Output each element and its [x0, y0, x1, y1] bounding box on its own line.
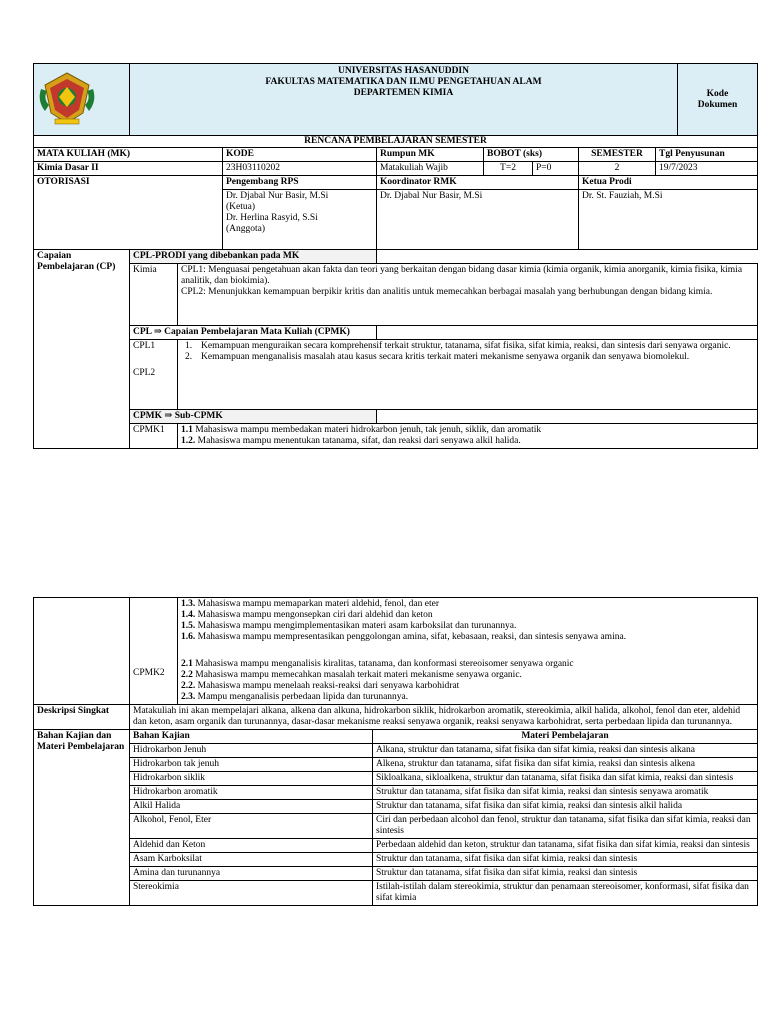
cpmk-cont-table	[33, 597, 758, 705]
cpmk2-code: CPMK2	[130, 644, 178, 704]
sub-cpmk-number: 2.1	[181, 658, 193, 669]
sub-cpmk-text: Mahasiswa mampu menelaah reaksi-reaksi dari senyawa karbohidrat	[195, 680, 460, 691]
materi-cell: Sikloalkana, sikloalkena, struktur dan tatanama, sifat fisika dan sifat kimia, reaksi dan sintesis	[373, 771, 758, 785]
cpmk-title: CPL ⇒ Capaian Pembelajaran Mata Kuliah (CPMK)	[130, 326, 377, 340]
sub1-cont-list	[181, 599, 754, 643]
bahan-cell: Stereokimia	[130, 880, 373, 905]
pengembang-label: Pengembang RPS	[223, 176, 377, 190]
materi-cell: Ciri dan perbedaan alcohol dan fenol, struktur dan tatanama, sifat fisika dan sifat kimia, reaksi dan sintesis	[373, 813, 758, 838]
table-row	[34, 866, 758, 880]
cpl2-code: CPL2	[133, 368, 156, 378]
table-row	[34, 880, 758, 905]
faculty-name: FAKULTAS MATEMATIKA DAN ILMU PENGETAHUAN ALAM	[265, 77, 542, 87]
pengembang-2: Dr. Herlina Rasyid, S.Si (Anggota)	[226, 213, 318, 234]
materi-cell: Struktur dan tatanama, sifat fisika dan sifat kimia, reaksi dan sintesis senyawa aromatik	[373, 785, 758, 799]
cpmk-item	[181, 341, 754, 352]
cpmk1-code: CPMK1	[130, 424, 178, 449]
sub-cpmk-number: 1.4.	[181, 610, 196, 620]
university-name: UNIVERSITAS HASANUDDIN	[337, 66, 469, 76]
cpl2-text: CPL2: Menunjukkan kemampuan berpikir kritis dan analitis untuk memecahkan berbagai masalah yang berhubungan dengan bidang kimia.	[181, 287, 713, 297]
cpmk-item-text: Kemampuan menganalisis masalah atau kasus secara kritis terkait materi mekanisme senyawa organik dan senyawa biomolekul.	[201, 352, 690, 362]
sub1-cont-cell	[178, 598, 758, 645]
cpmk-item-number: 1.	[185, 341, 193, 351]
doc-code-label: Kode Dokumen	[697, 88, 738, 110]
materi-header: Materi Pembelajaran	[373, 729, 758, 743]
rps-title: RENCANA PEMBELAJARAN SEMESTER	[34, 136, 758, 148]
sub1-cell	[178, 424, 758, 449]
koordinator-label: Koordinator RMK	[377, 176, 579, 190]
course-date: 19/7/2023	[656, 162, 758, 176]
bahan-header: Bahan Kajian	[130, 729, 373, 743]
sub-cpmk-item	[181, 610, 754, 621]
cpmk-item	[181, 352, 754, 363]
bahan-cell: Hidrokarbon aromatik	[130, 785, 373, 799]
sub-cpmk-item	[181, 599, 754, 610]
materi-cell: Istilah-istilah dalam stereokimia, struktur dan penamaan stereoisomer, konformasi, sifat fisika dan sifat kimia	[373, 880, 758, 905]
table-row	[34, 757, 758, 771]
sub-cpmk-text: Mahasiswa mampu memecahkan masalah terkait materi mekanisme senyawa organic.	[192, 669, 522, 680]
institution-cell	[130, 64, 678, 136]
table-row	[34, 785, 758, 799]
cp-label: Capaian Pembelajaran (CP)	[34, 250, 130, 449]
sub-cpmk-text: Mahasiswa mampu memaparkan materi aldehid, fenol, dan eter	[195, 599, 439, 609]
col-bobot: BOBOT (sks)	[484, 148, 579, 162]
ketua-name: Dr. St. Fauziah, M.Si	[579, 190, 758, 250]
table-row	[34, 813, 758, 838]
sub-cpmk-item	[181, 436, 754, 447]
table-row	[34, 771, 758, 785]
cpmk-item-number: 2.	[185, 352, 193, 362]
sub-cpmk-text: Mampu menganalisis perbedaan lipida dan turunannya.	[195, 691, 409, 702]
sub-cpmk-number: 1.5.	[181, 621, 196, 631]
bahan-cell: Hidrokarbon Jenuh	[130, 743, 373, 757]
cpmk-list	[181, 341, 754, 363]
sub-cpmk-item	[181, 692, 754, 703]
bahan-cell: Asam Karboksilat	[130, 852, 373, 866]
course-name: Kimia Dasar II	[34, 162, 223, 176]
cpmk-codes	[130, 340, 178, 410]
bahan-table	[33, 729, 758, 906]
sub-cpmk-number: 2.2.	[181, 680, 196, 691]
table-row	[34, 743, 758, 757]
doc-code-cell	[678, 64, 758, 136]
course-p: P=0	[533, 162, 579, 176]
sub-cpmk-item	[181, 621, 754, 632]
cpl1-text: CPL1: Menguasai pengetahuan akan fakta dan teori yang berkaitan dengan bidang dasar kimia (kimia organik, kimia anorganik, kimia fisika, kimia analitik, dan biokimia).	[181, 265, 743, 286]
sub-cpmk-number: 1.6.	[181, 632, 196, 642]
table-row	[34, 838, 758, 852]
materi-cell: Alkana, struktur dan tatanama, sifat fisika dan sifat kimia, reaksi dan sintesis alkana	[373, 743, 758, 757]
pengembang-names	[223, 190, 377, 250]
deskripsi-text: Matakuliah ini akan mempelajari alkana, alkena dan alkuna, hidrokarbon siklik, hidrokarbon aromatik, stereokimia, alkil halida, alkohol, fenol dan eter, aldehid dan keton, asam organik dan turunannya, dasar-dasar mekanisme reaksi senyawa organik, reaksi senyawa karbohidrat, serta perbedaan lipida dan turunannya.	[130, 704, 758, 729]
materi-cell: Struktur dan tatanama, sifat fisika dan sifat kimia, reaksi dan sintesis	[373, 852, 758, 866]
sub-cpmk-item	[181, 632, 754, 643]
cpl1-code: CPL1	[133, 341, 156, 351]
sub1-list	[181, 425, 754, 447]
sub-cpmk-text: Mahasiswa mampu membedakan materi hidrokarbon jenuh, tak jenuh, siklik, dan aromatik	[192, 425, 542, 435]
pengembang-1: Dr. Djabal Nur Basir, M.Si (Ketua)	[226, 191, 329, 212]
col-semester: SEMESTER	[579, 148, 656, 162]
col-mk: MATA KULIAH (MK)	[34, 148, 223, 162]
col-tgl: Tgl Penyusunan	[656, 148, 758, 162]
page-2	[33, 597, 758, 906]
materi-cell: Alkena, struktur dan tatanama, sifat fisika dan sifat kimia, reaksi dan sintesis alkena	[373, 757, 758, 771]
materi-cell: Struktur dan tatanama, sifat fisika dan sifat kimia, reaksi dan sintesis	[373, 866, 758, 880]
course-rumpun: Matakuliah Wajib	[377, 162, 484, 176]
bahan-cell: Hidrokarbon tak jenuh	[130, 757, 373, 771]
sub2-cell	[178, 644, 758, 704]
cpl-prodi-title: CPL-PRODI yang dibebankan pada MK	[130, 250, 377, 264]
sub-cpmk-item	[181, 670, 754, 681]
sub-cpmk-number: 1.3.	[181, 599, 196, 609]
sub-cpmk-text: Mahasiswa mampu menentukan tatanama, sifat, dan reaksi dari senyawa alkil halida.	[195, 436, 521, 446]
bahan-label: Bahan Kajian dan Materi Pembelajaran	[34, 729, 130, 905]
university-logo-icon	[37, 69, 97, 127]
sub-cpmk-text: Mahasiswa mampu mempresentasikan penggolongan amina, sifat, kebasaan, reaksi, dan sintesis senyawa amina.	[195, 632, 627, 642]
bahan-cell: Amina dan turunannya	[130, 866, 373, 880]
bahan-cell: Alkil Halida	[130, 799, 373, 813]
sub-cpmk-item	[181, 659, 754, 670]
department-name: DEPARTEMEN KIMIA	[353, 88, 454, 98]
materi-cell: Struktur dan tatanama, sifat fisika dan sifat kimia, reaksi dan sintesis alkil halida	[373, 799, 758, 813]
cp-table	[33, 249, 758, 449]
sub-cpmk-text: Mahasiswa mampu mengimplementasikan materi asam karboksilat dan turunannya.	[195, 621, 517, 631]
sub-cpmk-item	[181, 425, 754, 436]
bahan-cell: Alkohol, Fenol, Eter	[130, 813, 373, 838]
table-row	[34, 799, 758, 813]
ketua-label: Ketua Prodi	[579, 176, 758, 190]
sub2-list	[181, 659, 754, 703]
table-row	[34, 852, 758, 866]
col-rumpun: Rumpun MK	[377, 148, 484, 162]
koordinator-name: Dr. Djabal Nur Basir, M.Si	[377, 190, 579, 250]
bahan-cell: Aldehid dan Keton	[130, 838, 373, 852]
deskripsi-label: Deskripsi Singkat	[34, 704, 130, 729]
deskripsi-table	[33, 704, 758, 730]
bahan-cell: Hidrokarbon siklik	[130, 771, 373, 785]
sub-cpmk-number: 2.2	[181, 669, 193, 680]
sub-cpmk-number: 1.2.	[181, 436, 196, 446]
sub-cpmk-title: CPMK ⇒ Sub-CPMK	[130, 410, 377, 424]
logo-cell	[34, 64, 130, 136]
header-table	[33, 63, 758, 136]
sub-cpmk-number: 2.3.	[181, 691, 196, 702]
cpmk-item-text: Kemampuan menguraikan secara komprehensif terkait struktur, tatanama, sifat fisika, sifat kimia, reaksi, dan sintesis dari senyawa organic.	[201, 341, 731, 351]
col-kode: KODE	[223, 148, 377, 162]
cpmk-list-cell	[178, 340, 758, 410]
cpl-prodi-kimia: Kimia	[130, 264, 178, 326]
course-code: 23H03110202	[223, 162, 377, 176]
course-semester: 2	[579, 162, 656, 176]
course-t: T=2	[484, 162, 533, 176]
sub-cpmk-text: Mahasiswa mampu menganalisis kiralitas, tatanama, dan konformasi stereoisomer senyawa organic	[192, 658, 574, 669]
sub-cpmk-item	[181, 681, 754, 692]
rps-table	[33, 135, 758, 250]
materi-cell: Perbedaan aldehid dan keton, struktur dan tatanama, sifat fisika dan sifat kimia, reaksi dan sintesis	[373, 838, 758, 852]
bahan-body	[34, 729, 758, 905]
sub-cpmk-number: 1.1	[181, 425, 193, 435]
cpl-prodi-text	[178, 264, 758, 326]
page-1	[33, 63, 758, 449]
sub-cpmk-text: Mahasiswa mampu mengonsepkan ciri dari aldehid dan keton	[195, 610, 433, 620]
otorisasi-label: OTORISASI	[34, 176, 223, 250]
